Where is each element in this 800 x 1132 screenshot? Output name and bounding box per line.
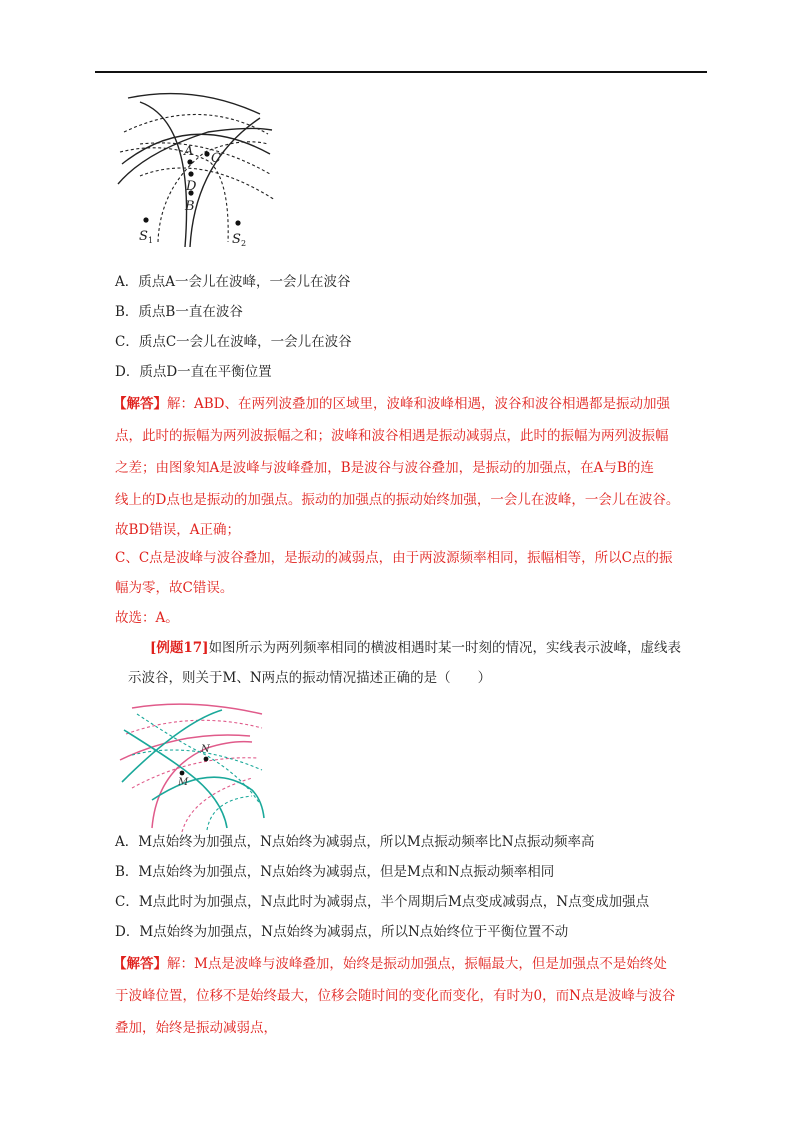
pink-trough-2: [132, 758, 257, 788]
ex17-option-c: C．M点此时为加强点，N点此时为减弱点，半个周期后M点变成减弱点，N点变成加强点: [115, 894, 650, 910]
label-a: A: [184, 144, 194, 159]
teal-crest-3: [124, 730, 227, 828]
crest-arc-2: [122, 134, 270, 164]
header-rule: [95, 71, 707, 73]
ex17-stem-line-2: 示波谷，则关于M、N两点的振动情况描述正确的是（ ）: [128, 670, 492, 686]
q16-answer-line-5: 故BD错误，A正确；: [115, 522, 240, 538]
ex17-answer-line-3: 叠加，始终是振动减弱点，: [115, 1020, 277, 1036]
ex17-stem-line-1: [例题17]如图所示为两列频率相同的横波相遇时某一时刻的情况，实线表示波峰，虚线表: [150, 640, 682, 656]
q16-answer-line-3: 之差；由图象知A是波峰与波峰叠加，B是波谷与波谷叠加，是振动的加强点，在A与B的连: [115, 460, 654, 476]
interference-figure-2: [112, 700, 272, 835]
pink-crest-2: [120, 735, 250, 760]
crest-arc-4: [140, 102, 187, 247]
label-m: M: [178, 777, 189, 788]
ex17-tag: [例题17]: [150, 640, 209, 656]
label-s2-sub: 2: [241, 239, 247, 248]
teal-trough-3: [207, 796, 252, 830]
q16-answer-line-8: 故选：A。: [115, 610, 179, 626]
q16-option-a: A．质点A一会儿在波峰，一会儿在波谷: [115, 274, 351, 290]
q16-answer-line-1: 【解答】解：ABD、在两列波叠加的区域里，波峰和波峰相遇，波谷和波谷相遇都是振动加强: [113, 396, 670, 412]
ex17-answer-line-1: 【解答】解：M点是波峰与波峰叠加，始终是振动加强点，振幅最大，但是加强点不是始终处: [113, 956, 667, 972]
q16-option-c: C．质点C一会儿在波峰，一会儿在波谷: [115, 334, 352, 350]
q16-answer-line-6: C、C点是波峰与波谷叠加，是振动的减弱点，由于两波源频率相同，振幅相等，所以C点的振: [115, 550, 673, 566]
q16-answer-line-2: 点，此时的振幅为两列波振幅之和；波峰和波谷相遇是振动减弱点，此时的振幅为两列波振幅: [115, 428, 669, 444]
label-c: C: [211, 151, 221, 166]
ex17-answer-line-2: 于波峰位置，位移不是始终最大，位移会随时间的变化而变化，有时为0，而N点是波峰与波谷: [115, 988, 676, 1004]
q16-option-d: D．质点D一直在平衡位置: [115, 364, 272, 380]
ex17-answer-tag: 【解答】: [113, 956, 167, 972]
source-s2-dot: [235, 220, 240, 225]
label-s2: S: [232, 232, 241, 247]
point-n-dot: [204, 757, 209, 762]
label-s1-sub: 1: [148, 236, 154, 245]
crest-arc-1: [128, 94, 260, 114]
trough-arc-1: [124, 114, 268, 134]
label-s1: S: [139, 229, 148, 244]
interference-figure-1: [110, 92, 280, 252]
q16-answer-line-4: 线上的D点也是振动的加强点。振动的加强点的振动始终加强，一会儿在波峰，一会儿在波谷。: [115, 492, 680, 508]
ex17-option-d: D．M点始终为加强点，N点始终为减弱点，所以N点始终位于平衡位置不动: [115, 924, 569, 940]
point-m-dot: [180, 771, 185, 776]
q16-option-b: B．质点B一直在波谷: [115, 304, 243, 320]
trough-arc-5: [140, 168, 275, 200]
label-d: D: [186, 179, 197, 194]
source-s1-dot: [143, 217, 148, 222]
q16-answer-tag: 【解答】: [113, 396, 167, 412]
q16-answer-line-7: 幅为零，故C错误。: [115, 580, 234, 596]
pink-crest-1: [132, 704, 262, 714]
point-d-dot: [188, 171, 193, 176]
ex17-option-a: A．M点始终为加强点，N点始终为减弱点，所以M点振动频率比N点振动频率高: [115, 834, 595, 850]
label-n: N: [201, 744, 210, 755]
point-c-dot: [204, 151, 209, 156]
label-b: B: [185, 199, 195, 214]
point-a-dot: [187, 159, 192, 164]
pink-trough-3: [182, 778, 252, 832]
ex17-option-b: B．M点始终为加强点，N点始终为减弱点，但是M点和N点振动频率相同: [115, 864, 555, 880]
teal-trough-2: [137, 714, 260, 804]
